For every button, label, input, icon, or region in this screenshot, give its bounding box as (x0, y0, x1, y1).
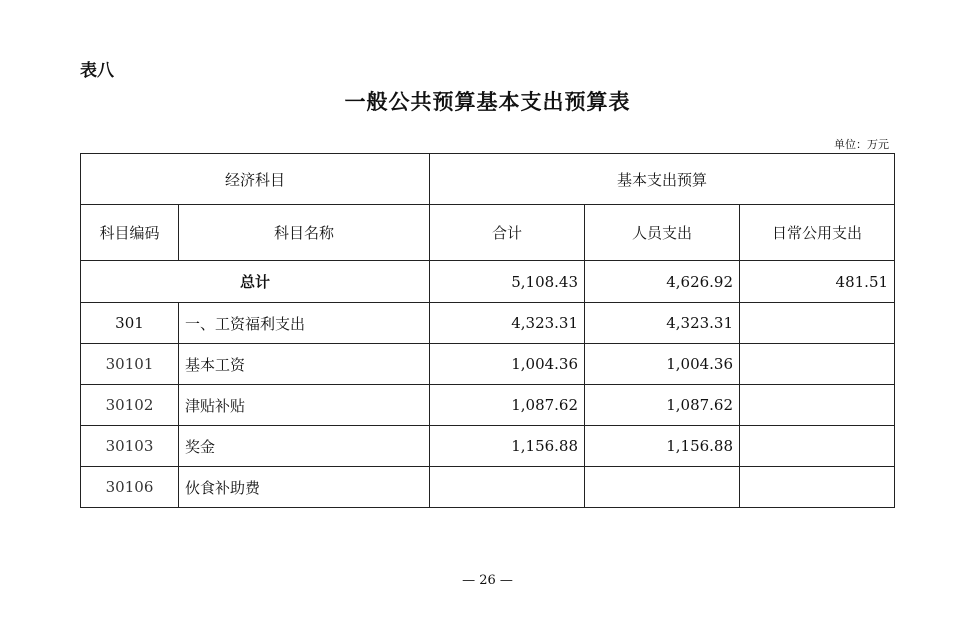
row-total: 1,156.88 (430, 426, 585, 467)
total-row (81, 261, 895, 303)
page-number: — 26 — (462, 573, 513, 588)
row-total: 1,004.36 (430, 344, 585, 385)
row-public (740, 467, 895, 508)
row-public (740, 344, 895, 385)
row-code: 301 (81, 303, 179, 344)
total-label: 总计 (81, 261, 430, 303)
row-total (430, 467, 585, 508)
row-personnel: 1,087.62 (585, 385, 740, 426)
header-group-row (81, 154, 895, 205)
table-row (81, 385, 895, 426)
table-row (81, 426, 895, 467)
total-public: 481.51 (740, 261, 895, 303)
row-code: 30101 (81, 344, 179, 385)
row-total: 4,323.31 (430, 303, 585, 344)
total-amount: 5,108.43 (430, 261, 585, 303)
header-economic-subject: 经济科目 (81, 154, 430, 205)
row-code: 30106 (81, 467, 179, 508)
header-column-row (81, 205, 895, 261)
table-label: 表八 (80, 61, 114, 81)
table-row (81, 303, 895, 344)
row-public (740, 426, 895, 467)
header-personnel: 人员支出 (585, 205, 740, 261)
row-personnel (585, 467, 740, 508)
header-public: 日常公用支出 (740, 205, 895, 261)
row-personnel: 4,323.31 (585, 303, 740, 344)
table-row (81, 467, 895, 508)
row-name: 一、工资福利支出 (179, 303, 430, 344)
row-name: 奖金 (179, 426, 430, 467)
row-code: 30103 (81, 426, 179, 467)
page-title: 一般公共预算基本支出预算表 (344, 90, 631, 114)
row-public (740, 303, 895, 344)
row-name: 伙食补助费 (179, 467, 430, 508)
unit-label: 单位：万元 (834, 138, 889, 151)
row-personnel: 1,156.88 (585, 426, 740, 467)
row-code: 30102 (81, 385, 179, 426)
row-personnel: 1,004.36 (585, 344, 740, 385)
row-total: 1,087.62 (430, 385, 585, 426)
row-public (740, 385, 895, 426)
row-name: 基本工资 (179, 344, 430, 385)
header-subject-code: 科目编码 (81, 205, 179, 261)
header-basic-budget: 基本支出预算 (430, 154, 895, 205)
header-subject-name: 科目名称 (179, 205, 430, 261)
total-personnel: 4,626.92 (585, 261, 740, 303)
budget-table (80, 153, 895, 508)
row-name: 津贴补贴 (179, 385, 430, 426)
table-row (81, 344, 895, 385)
header-total: 合计 (430, 205, 585, 261)
